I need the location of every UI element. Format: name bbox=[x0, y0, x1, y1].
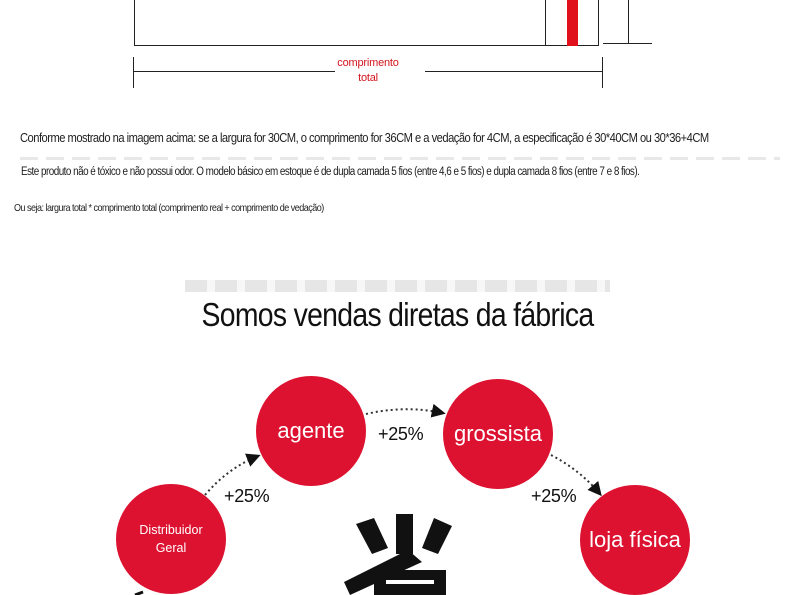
length-label-line2: total bbox=[358, 72, 378, 84]
node-loja-label: loja física bbox=[589, 527, 681, 552]
markup-grossista-loja: +25% bbox=[531, 486, 577, 506]
node-agente bbox=[256, 376, 366, 486]
node-agente-label: agente bbox=[277, 418, 345, 443]
length-label-line1: comprimento bbox=[337, 57, 399, 69]
node-distribuidor-geral bbox=[116, 484, 226, 594]
spec-example-text: Conforme mostrado na imagem acima: se a largura for 30CM, o comprimento for 36CM e a vedação for 4CM, a especificação é 30*40CM ou 30*36+4CM bbox=[20, 130, 709, 145]
node-distribuidor-label-line1: Distribuidor bbox=[139, 523, 203, 537]
size-formula-text: Ou seja: largura total * comprimento total (comprimento real + comprimento de vedação) bbox=[14, 202, 324, 214]
arrow-agente-to-grossista bbox=[366, 409, 443, 414]
sales-heading: Somos vendas diretas da fábrica bbox=[201, 296, 594, 333]
save-glyph-icon bbox=[338, 510, 472, 595]
node-loja-fisica bbox=[580, 485, 690, 595]
node-grossista bbox=[443, 379, 553, 489]
node-grossista-label: grossista bbox=[453, 421, 543, 446]
markup-agente-grossista: +25% bbox=[378, 424, 424, 444]
markup-distribuidor-agente: +25% bbox=[224, 486, 270, 506]
node-distribuidor-label-line2: Geral bbox=[155, 541, 187, 555]
product-description-text: Este produto não é tóxico e não possui odor. O modelo básico em estoque é de dupla camada 5 fios (entre 4,6 e 5 fios) e dupla camada 8 fios (entre 7 e 8 fios). bbox=[21, 166, 640, 178]
